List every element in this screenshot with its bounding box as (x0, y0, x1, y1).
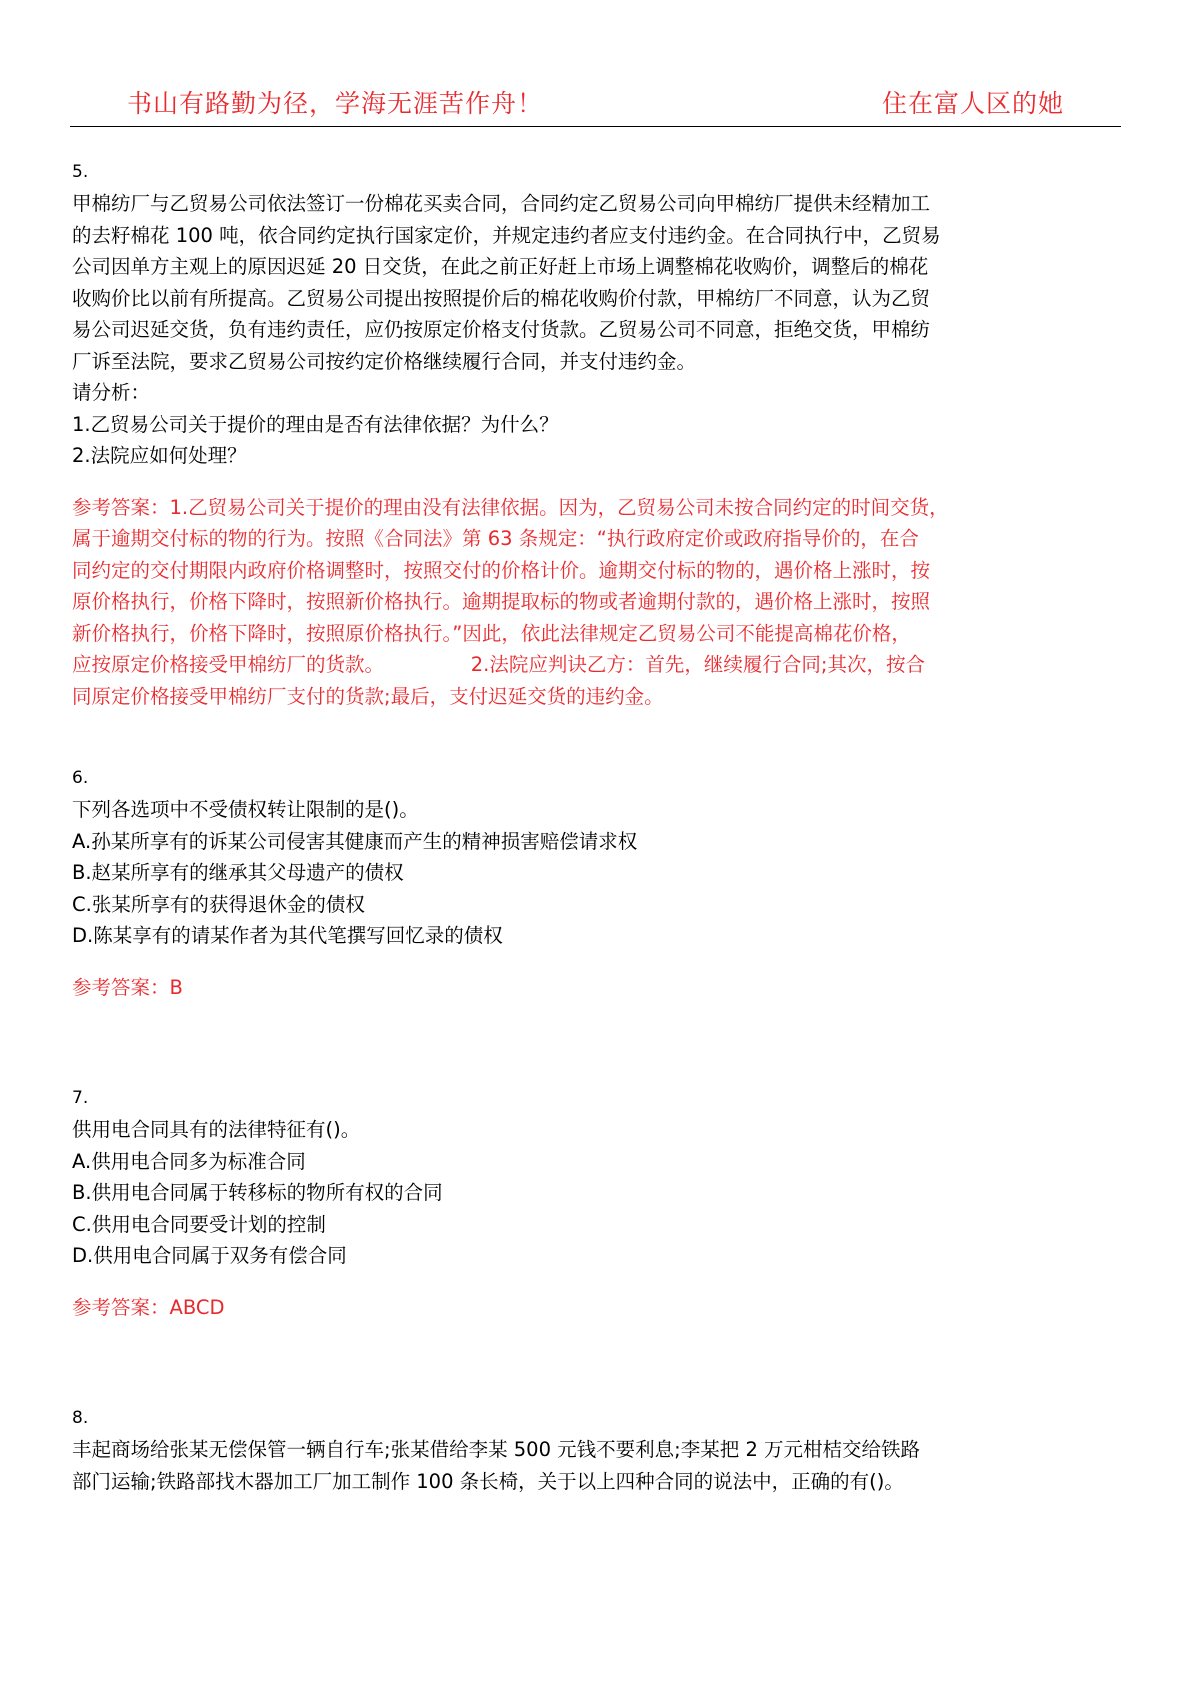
reference-answer (72, 492, 1120, 713)
option-b: B.供用电合同属于转移标的物所有权的合同 (72, 1181, 443, 1204)
answer-line: 参考答案：1.乙贸易公司关于提价的理由没有法律依据。因为，乙贸易公司未按合同约定的时间交货， (72, 495, 949, 519)
question-stem-line: 甲棉纺厂与乙贸易公司依法签订一份棉花买卖合同，合同约定乙贸易公司向甲棉纺厂提供未经精加工 (72, 192, 931, 215)
question-stem-line: 1.乙贸易公司关于提价的理由是否有法律依据？为什么？ (72, 412, 559, 436)
question-stem-line: 丰起商场给张某无偿保管一辆自行车;张某借给李某 500 元钱不要利息;李某把 2 万元柑桔交给铁路 (72, 1438, 921, 1461)
question-number: 7. (72, 1088, 89, 1108)
question-5 (72, 162, 1120, 712)
answer-line: 新价格执行，价格下降时，按照原价格执行。”因此，依此法律规定乙贸易公司不能提高棉花价格， (72, 621, 911, 645)
answer-line: 应按原定价格接受甲棉纺厂的货款。 2.法院应判诀乙方：首先，继续履行合同;其次，按合 (72, 653, 925, 676)
question-stem: 供用电合同具有的法律特征有()。 (72, 1118, 361, 1141)
option-a: A.孙某所享有的诉某公司侵害其健康而产生的精神损害赔偿请求权 (72, 829, 638, 853)
question-stem-line: 收购价比以前有所提高。乙贸易公司提出按照提价后的棉花收购价付款，甲棉纺厂不同意，认为乙贸 (72, 286, 931, 310)
reference-answer: 参考答案：B (72, 975, 183, 999)
question-stem-line: 请分析： (72, 381, 151, 404)
question-stem: 下列各选项中不受债权转让限制的是()。 (72, 798, 419, 821)
question-8 (72, 1408, 1120, 1497)
header-author: 住在富人区的她 (881, 89, 1064, 118)
question-stem-line: 的去籽棉花 100 吨，依合同约定执行国家定价，并规定违约者应支付违约金。在合同执行中，乙贸易 (72, 223, 941, 247)
question-number: 6. (72, 768, 89, 788)
question-number: 8. (72, 1408, 89, 1428)
question-stem-line: 易公司迟延交货，负有违约责任，应仍按原定价格支付货款。乙贸易公司不同意，拒绝交货，甲棉纺 (72, 318, 931, 341)
option-a: A.供用电合同多为标准合同 (72, 1149, 306, 1173)
question-7 (72, 1088, 1120, 1323)
reference-answer: 参考答案：ABCD (72, 1295, 225, 1319)
option-b: B.赵某所享有的继承其父母遗产的债权 (72, 861, 404, 884)
question-number: 5. (72, 162, 89, 182)
answer-line: 原价格执行，价格下降时，按照新价格执行。逾期提取标的物或者逾期付款的，遇价格上涨时，按照 (72, 590, 931, 613)
answer-line: 同约定的交付期限内政府价格调整时，按照交付的价格计价。逾期交付标的物的，遇价格上涨时，按 (72, 558, 931, 582)
question-stem-line: 部门运输;铁路部找木器加工厂加工制作 100 条长椅，关于以上四种合同的说法中，正确的有()。 (72, 1469, 904, 1493)
option-d: D.供用电合同属于双务有偿合同 (72, 1244, 347, 1267)
page-header (70, 72, 1121, 127)
question-stem-line: 厂诉至法院，要求乙贸易公司按约定价格继续履行合同，并支付违约金。 (72, 349, 697, 373)
header-motto: 书山有路勤为径，学海无涯苦作舟！ (127, 89, 544, 118)
answer-line: 属于逾期交付标的物的行为。按照《合同法》第 63 条规定：“执行政府定价或政府指导价的，在合 (72, 527, 919, 550)
option-d: D.陈某享有的请某作者为其代笔撰写回忆录的债权 (72, 924, 503, 947)
question-stem-line: 2.法院应如何处理？ (72, 444, 247, 467)
question-stem-line: 公司因单方主观上的原因迟延 20 日交货，在此之前正好赶上市场上调整棉花收购价，调整后的棉花 (72, 255, 929, 278)
option-c: C.供用电合同要受计划的控制 (72, 1212, 326, 1236)
answer-line: 同原定价格接受甲棉纺厂支付的货款;最后，支付迟延交货的违约金。 (72, 684, 664, 708)
question-6 (72, 768, 1120, 1003)
option-c: C.张某所享有的获得退休金的债权 (72, 892, 365, 916)
